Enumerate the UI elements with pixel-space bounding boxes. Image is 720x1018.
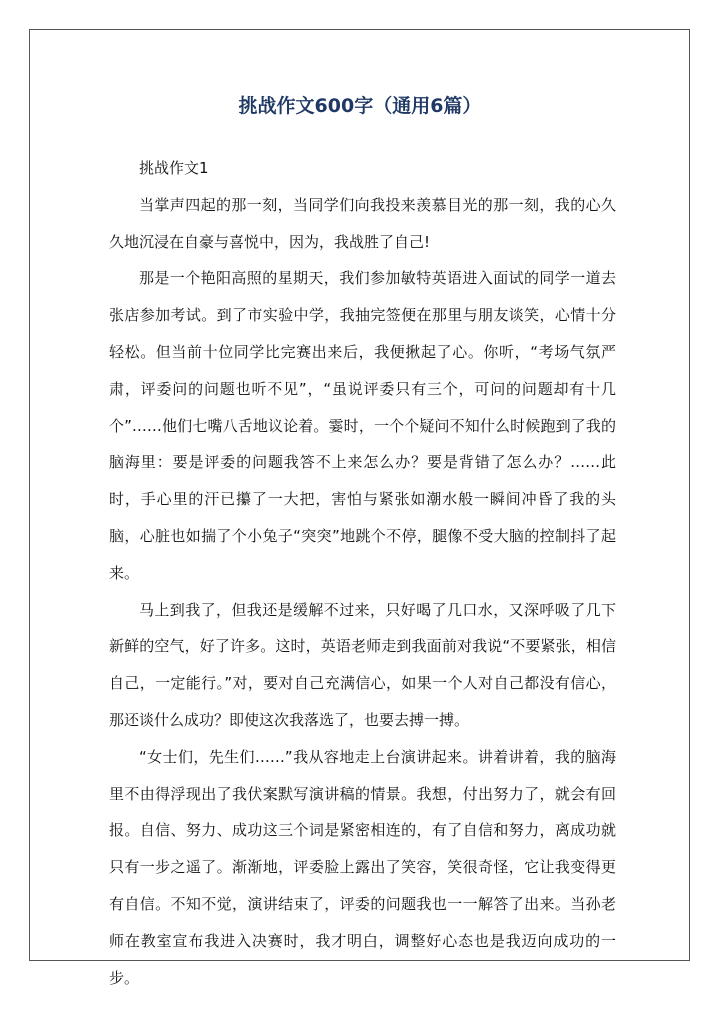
paragraph-3: 马上到我了，但我还是缓解不过来，只好喝了几口水，又深呼吸了几下新鲜的空气，好了许多。这时，英语老师走到我面前对我说“不要紧张，相信自己，一定能行。”对，要对自己充满信心，如果一个人对自己都没有信心，那还谈什么成功？即使这次我落选了，也要去搏一搏。 bbox=[109, 600, 616, 729]
essay-subheading: 挑战作文1 bbox=[139, 159, 209, 177]
document-body bbox=[109, 150, 616, 996]
paragraph-2: 那是一个艳阳高照的星期天，我们参加敏特英语进入面试的同学一道去张店参加考试。到了市实验中学，我抽完签便在那里与朋友谈笑，心情十分轻松。但当前十位同学比完赛出来后，我便揪起了心。你听，“考场气氛严肃，评委问的问题也听不见”，“虽说评委只有三个，可问的问题却有十几个”……他们七嘴八舌地议论着。霎时，一个个疑问不知什么时候跑到了我的脑海里：要是评委的问题我答不上来怎么办？要是背错了怎么办？……此时，手心里的汗已攥了一大把，害怕与紧张如潮水般一瞬间冲昏了我的头脑，心脏也如揣了个小兔子“突突”地跳个不停，腿像不受大脑的控制抖了起来。 bbox=[109, 269, 616, 582]
paragraph-4: “女士们，先生们……”我从容地走上台演讲起来。讲着讲着，我的脑海里不由得浮现出了我伏案默写演讲稿的情景。我想，付出努力了，就会有回报。自信、努力、成功这三个词是紧密相连的，有了自信和努力，离成功就只有一步之遥了。渐渐地，评委脸上露出了笑容，笑很奇怪，它让我变得更有自信。不知不觉，演讲结束了，评委的问题我也一一解答了出来。当孙老师在教室宣布我进入决赛时，我才明白，调整好心态也是我迈向成功的一步。 bbox=[109, 747, 616, 987]
paragraph-1: 当掌声四起的那一刻，当同学们向我投来羡慕目光的那一刻，我的心久久地沉浸在自豪与喜悦中，因为，我战胜了自己! bbox=[109, 195, 616, 251]
document-title: 挑战作文600字（通用6篇） bbox=[238, 95, 482, 117]
